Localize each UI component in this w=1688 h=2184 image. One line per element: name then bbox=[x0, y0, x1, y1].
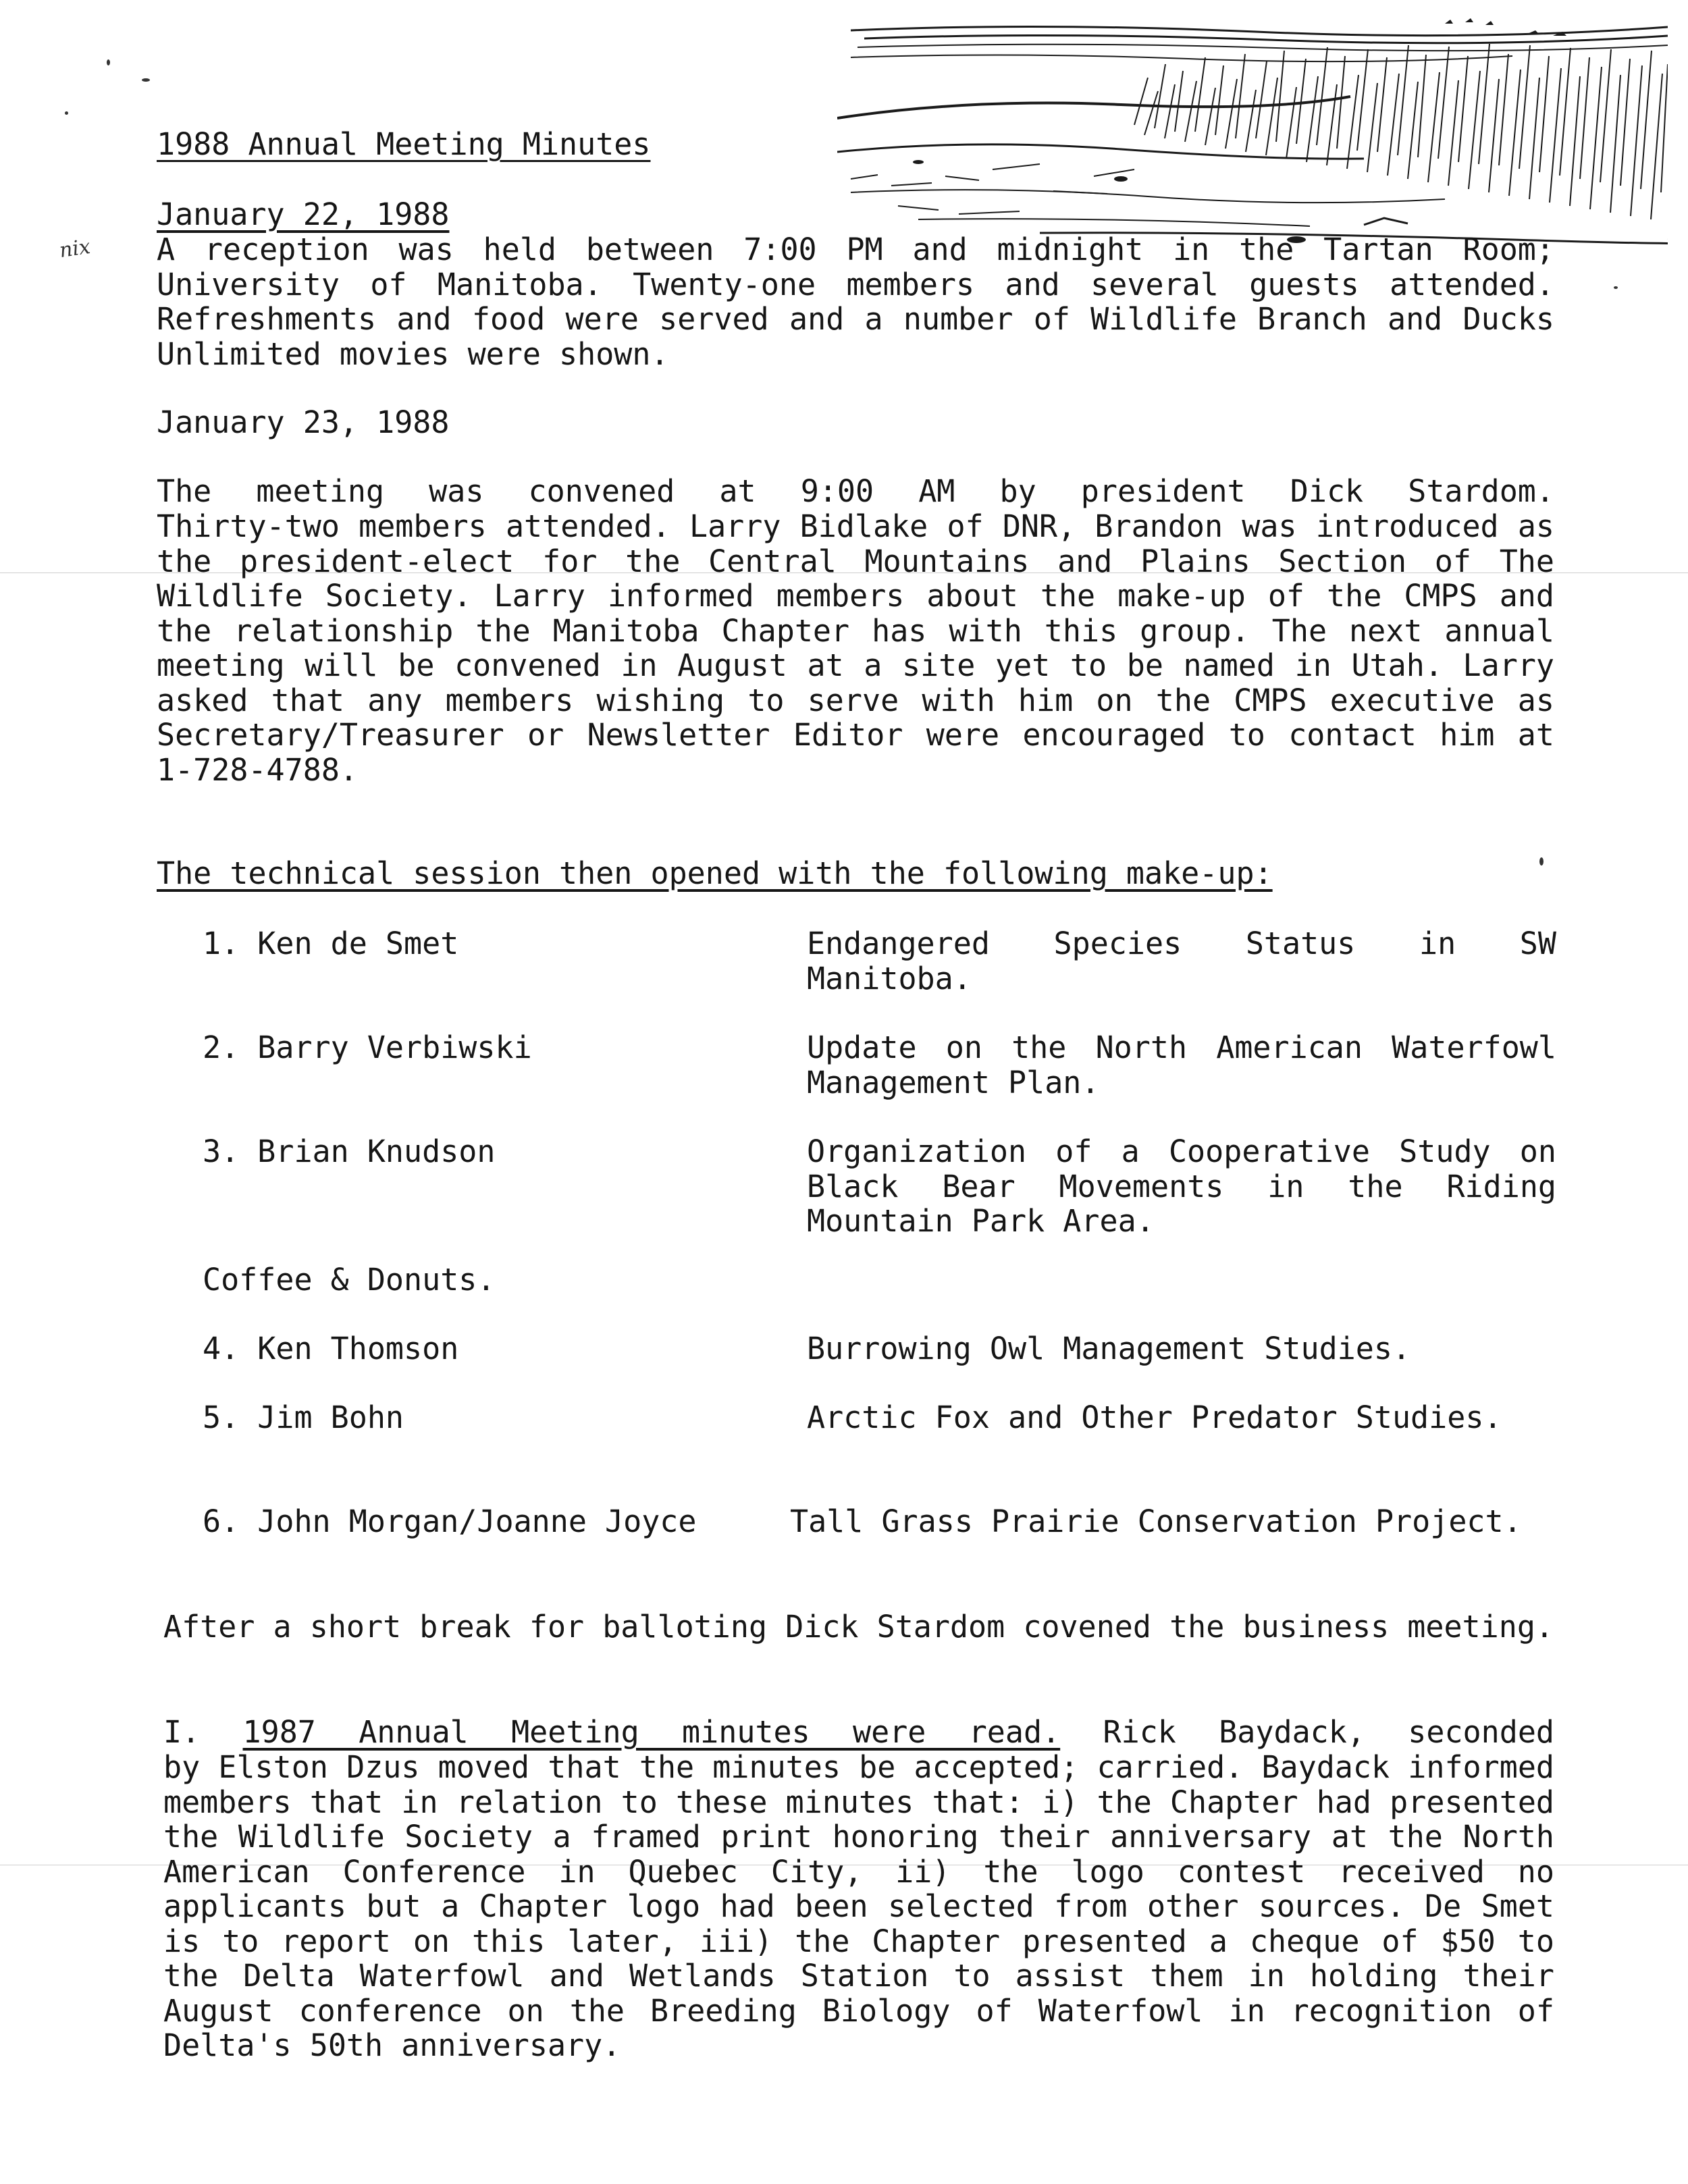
coffee-break-note: Coffee & Donuts. bbox=[203, 1262, 496, 1298]
presentation-item bbox=[203, 1331, 1556, 1406]
presentation-speaker: 3. Brian Knudson bbox=[203, 1134, 496, 1169]
presentation-item bbox=[203, 926, 1556, 1001]
presentation-topic: Burrowing Owl Management Studies. bbox=[807, 1331, 1411, 1366]
presentation-topic: Tall Grass Prairie Conservation Project. bbox=[790, 1503, 1522, 1539]
presentation-topic: Endangered Species Status in SW Manitoba. bbox=[807, 926, 1556, 996]
presentation-topic: Update on the North American Waterfowl Management Plan. bbox=[807, 1030, 1556, 1100]
scan-speck bbox=[1614, 286, 1618, 289]
presentation-item bbox=[203, 1504, 1556, 1578]
business-meeting-intro: After a short break for balloting Dick Stardom covened the business meeting. bbox=[163, 1609, 1554, 1645]
meeting-date: January 23, 1988 bbox=[157, 404, 450, 440]
item-one-heading: 1987 Annual Meeting minutes were read. bbox=[242, 1714, 1061, 1750]
presentation-topic: Organization of a Cooperative Study on Black Bear Movements in the Riding Mountain Park Area. bbox=[807, 1134, 1556, 1239]
presentation-speaker: 4. Ken Thomson bbox=[203, 1331, 459, 1366]
handwritten-margin-note: nix bbox=[57, 234, 93, 263]
presentation-topic: Arctic Fox and Other Predator Studies. bbox=[807, 1400, 1502, 1435]
presentation-speaker: 5. Jim Bohn bbox=[203, 1400, 404, 1435]
meeting-paragraph: Thirty-two members attended. Larry Bidlake of DNR, Brandon was introduced as the president-elect for the Central Mountains and Plains Section of The Wildlife Society. Larry informed members about the make-up of the CMPS and the relationship the Manitoba Chapter has with this group. The next annual meeting will be convened in August at a site yet to be named in Utah. Larry asked that any members wishing to serve with him on the CMPS executive as Secretary/Treasurer or Newsletter Editor were encouraged to contact him at 1-728-4788. bbox=[157, 508, 1554, 788]
presentation-speaker: 6. John Morgan/Joanne Joyce bbox=[203, 1503, 697, 1539]
technical-session-intro: The technical session then opened with the following make-up: bbox=[157, 855, 1273, 891]
presentation-item bbox=[203, 1134, 1556, 1242]
item-one-first-line-text: Rick Baydack, seconded bbox=[1103, 1714, 1555, 1750]
item-one-paragraph: by Elston Dzus moved that the minutes be accepted; carried. Baydack informed members that in relation to these minutes that: i) the Chapter had presented the Wildlife Society a framed print honoring their anniversary at the North American Conference in Quebec City, ii) the logo contest received no applicants but a Chapter logo had been selected from other sources. De Smet is to report on this later, iii) the Chapter presented a cheque of $50 to the Delta Waterfowl and Wetlands Station to assist them in holding their August conference on the Breeding Biology of Waterfowl in recognition of Delta's 50th anniversary. bbox=[163, 1749, 1554, 2063]
marsh-illustration bbox=[837, 17, 1668, 250]
page-title: 1988 Annual Meeting Minutes bbox=[157, 126, 651, 162]
reception-date: January 22, 1988 bbox=[157, 196, 450, 232]
reception-paragraph: A reception was held between 7:00 PM and midnight in the Tartan Room; University of Manitoba. Twenty-one members and several guests attended. Refreshments and food were served and a number of Wildlife Branch and Ducks Unlimited movies were shown. bbox=[157, 232, 1554, 372]
item-one-first-line bbox=[163, 1715, 1554, 1750]
item-one-number: I. bbox=[163, 1714, 201, 1750]
meeting-paragraph-first-line: The meeting was convened at 9:00 AM by president Dick Stardom. bbox=[157, 473, 1554, 509]
presentation-item bbox=[203, 1400, 1556, 1474]
scan-speck bbox=[107, 59, 110, 65]
presentation-speaker: 2. Barry Verbiwski bbox=[203, 1030, 532, 1065]
presentation-item bbox=[203, 1030, 1556, 1104]
scan-speck bbox=[65, 111, 68, 115]
scan-speck bbox=[142, 78, 150, 82]
presentation-speaker: 1. Ken de Smet bbox=[203, 926, 459, 961]
